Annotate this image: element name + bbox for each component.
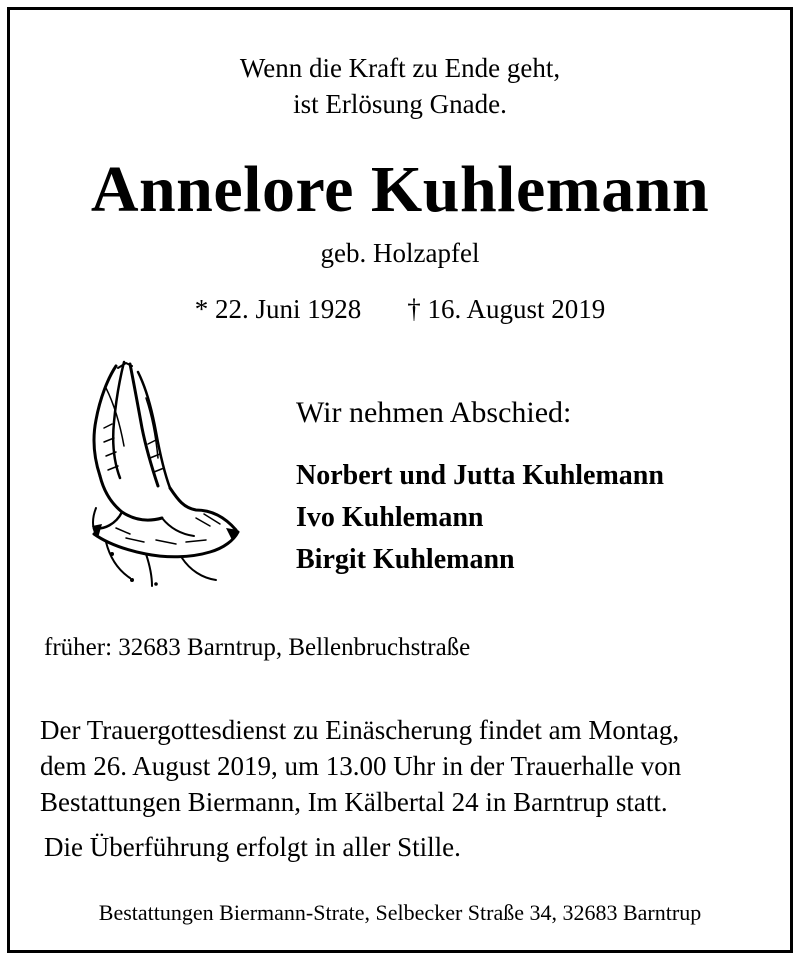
life-dates [0,294,800,325]
praying-hands-icon [86,358,242,590]
mourner-1: Norbert und Jutta Kuhlemann [296,460,664,491]
birth-name: geb. Holzapfel [320,238,480,268]
mourner-3: Birgit Kuhlemann [296,544,515,575]
mourner-2: Ivo Kuhlemann [296,502,484,533]
quote-line-2: ist Erlösung Gnade. [293,89,507,119]
funeral-home: Bestattungen Biermann-Strate, Selbecker Straße 34, 32683 Barntrup [98,900,702,925]
transfer-note: Die Überführung erfolgt in aller Stille. [44,832,461,862]
service-line-1: Der Trauergottesdienst zu Einäscherung findet am Montag, [40,715,680,745]
quote-line-1: Wenn die Kraft zu Ende geht, [239,53,561,83]
service-line-2: dem 26. August 2019, um 13.00 Uhr in der Trauerhalle von [40,751,682,781]
service-line-3: Bestattungen Biermann, Im Kälbertal 24 in Barntrup statt. [40,787,668,817]
birth-date: * 22. Juni 1928 [194,294,362,324]
deceased-name: Annelore Kuhlemann [90,153,710,226]
previous-address: früher: 32683 Barntrup, Bellenbruchstraße [44,634,471,661]
death-date: † 16. August 2019 [407,294,606,324]
farewell-heading: Wir nehmen Abschied: [296,396,572,429]
